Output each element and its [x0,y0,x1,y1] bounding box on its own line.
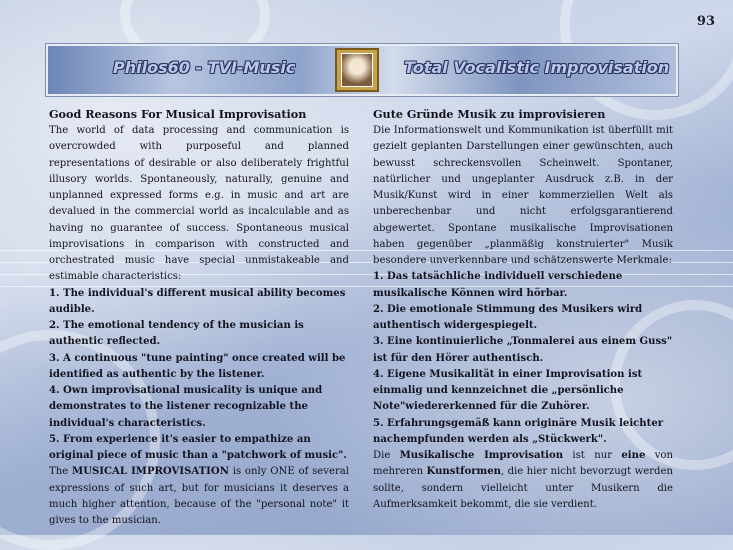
german-closing-text: ist nur [563,450,622,461]
banner-left-title: Philos60 - TVI-Music [113,58,296,77]
header-banner [46,44,678,96]
german-closing-emphasis: Musikalische Improvisation [399,450,564,461]
german-closing-pre: Die [373,450,400,461]
page-number: 93 [696,14,715,29]
english-item: 3. A continuous "tune painting" once created will be identified as authentic by the listener. [49,352,346,380]
english-closing [49,464,349,529]
german-closing-text: , die hier nicht bevorzugt werden sollte, sondern vielleicht unter Musikern die Aufmerksamkeit bekommt, die sie verdient. [373,466,673,510]
german-intro: Die Informationswelt und Kommunikation ist überfüllt mit gezielt geplanten Darstellungen einer gewünschten, auch bewusst schreckensvollen Scheinwelt. Spontaner, natürlicher und ungeplanter Ausdruck z.B. in der Musik/Kunst wird in einer kommerziellen Welt als unberechenbar und nicht erfolgsgarantierend abgewertet. Spontane musikalische Improvisationen haben gegenüber „planmäßig konstruierter" Musik besondere unverkennbare und schätzenswerte Merkmale: [373,125,673,266]
english-item: 5. From experience it's easier to empathize an original piece of music than a "patchwork of music". [49,433,347,461]
german-column [373,106,673,513]
german-closing-text: von mehreren [373,450,673,478]
german-item: 2. Die emotionale Stimmung des Musikers wird authentisch widergespiegelt. [373,303,643,331]
german-item: 1. Das tatsächliche individuell verschiedene musikalische Können wird hörbar. [373,271,623,299]
english-heading: Good Reasons For Musical Improvisation [49,107,307,121]
english-closing-pre: The [49,466,73,478]
german-heading: Gute Gründe Musik zu improvisieren [373,107,606,121]
english-closing-emphasis: MUSICAL IMPROVISATION [72,466,229,478]
english-item: 4. Own improvisational musicality is unique and demonstrates to the listener recognizable the individual's characteristics. [49,385,323,429]
english-item: 1. The individual's different musical ability becomes audible. [49,287,346,315]
portrait-icon [335,48,379,92]
english-closing-text: is only ONE of several expressions of such art, but for musicians it deserves a much higher attention, because of the "personal note" it gives to the musician. [49,466,350,526]
english-column [49,106,349,529]
banner-right-title: Total Vocalistic Improvisation [404,58,670,77]
english-item: 2. The emotional tendency of the musician is authentic reflected. [49,320,304,348]
german-item: 3. Eine kontinuierliche „Tonmalerei aus einem Guss" ist für den Hörer authentisch. [373,336,673,364]
german-closing [373,448,673,513]
english-intro: The world of data processing and communication is overcrowded with purposeful and planned representations of desirable or also deliberately frightful illusory worlds. Spontaneously, naturally, genuine and unplanned expressed forms e.g. in music and art are devalued in the commercial world as incalculable and as having no guarantee of success. Spontaneous musical improvisations in comparison with constructed and orchestrated music have special unmistakeable and estimable characteristics: [49,125,349,283]
german-item: 5. Erfahrungsgemäß kann originäre Musik leichter nachempfunden werden als „Stückwerk". [373,417,664,445]
german-closing-emphasis: Kunstformen [426,466,501,478]
german-item: 4. Eigene Musikalität in einer Improvisation ist einmalig und kennzeichnet die „persönliche Note"wiedererkenned für die Zuhörer. [373,368,643,413]
german-closing-emphasis: eine [621,450,646,461]
